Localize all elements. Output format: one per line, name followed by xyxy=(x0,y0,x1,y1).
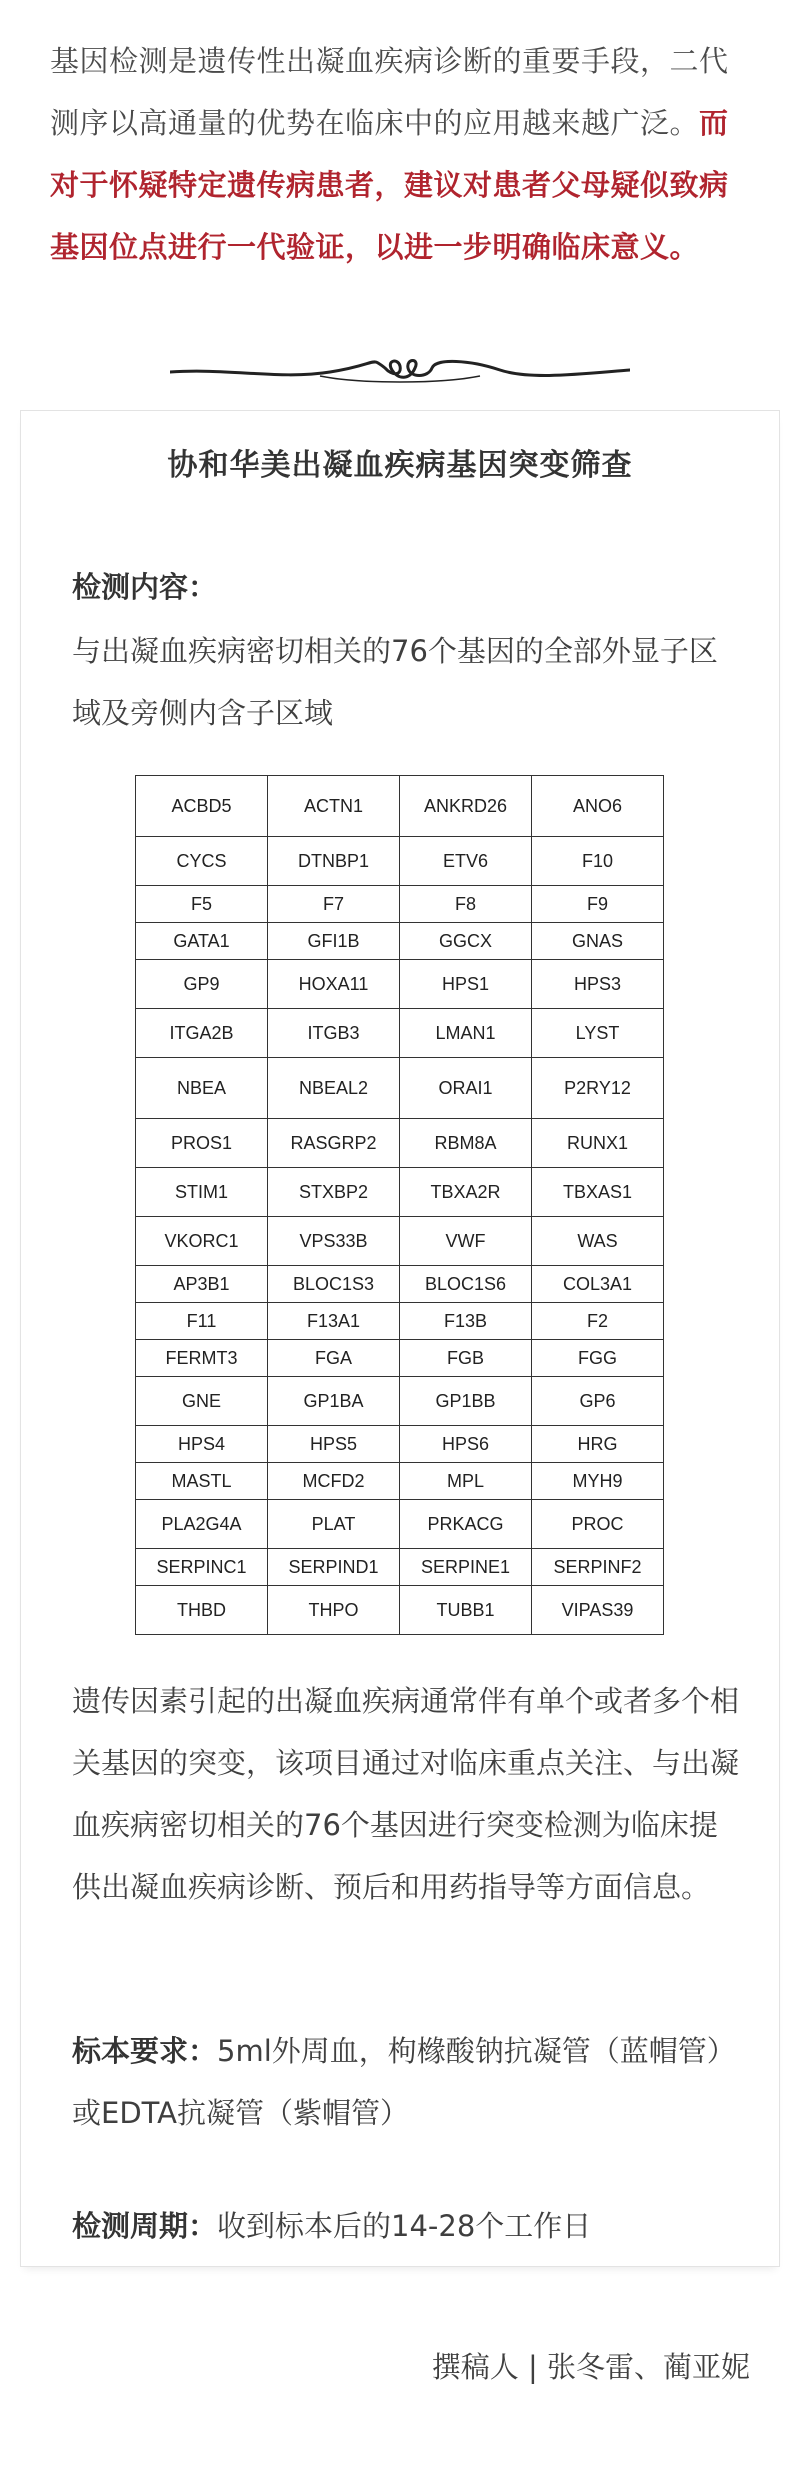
gene-cell: FGA xyxy=(268,1340,400,1377)
gene-cell: LYST xyxy=(532,1009,664,1058)
intro-paragraph xyxy=(50,30,755,278)
intro-emphasis-text: 而对于怀疑特定遗传病患者，建议对患者父母疑似致病基因位点进行一代验证，以进一步明确临床意义。 xyxy=(50,106,729,264)
gene-cell: VWF xyxy=(400,1217,532,1266)
gene-cell: COL3A1 xyxy=(532,1266,664,1303)
gene-cell: SERPINE1 xyxy=(400,1549,532,1586)
gene-cell: F2 xyxy=(532,1303,664,1340)
gene-cell: THBD xyxy=(136,1586,268,1635)
table-row xyxy=(136,776,664,837)
period-text: 收到标本后的14-28个工作日 xyxy=(217,2209,592,2243)
gene-cell: TUBB1 xyxy=(400,1586,532,1635)
gene-cell: GATA1 xyxy=(136,923,268,960)
gene-cell: NBEAL2 xyxy=(268,1058,400,1119)
gene-cell: STXBP2 xyxy=(268,1168,400,1217)
gene-cell: F8 xyxy=(400,886,532,923)
table-row xyxy=(136,1586,664,1635)
gene-cell: LMAN1 xyxy=(400,1009,532,1058)
gene-cell: MYH9 xyxy=(532,1463,664,1500)
table-row xyxy=(136,1303,664,1340)
gene-cell: TBXA2R xyxy=(400,1168,532,1217)
gene-cell: MPL xyxy=(400,1463,532,1500)
gene-table xyxy=(135,775,664,1635)
gene-cell: RASGRP2 xyxy=(268,1119,400,1168)
gene-cell: HPS4 xyxy=(136,1426,268,1463)
gene-cell: HPS3 xyxy=(532,960,664,1009)
sample-label: 标本要求： xyxy=(72,2034,218,2068)
gene-cell: DTNBP1 xyxy=(268,837,400,886)
gene-cell: FGB xyxy=(400,1340,532,1377)
gene-cell: GNAS xyxy=(532,923,664,960)
gene-cell: RBM8A xyxy=(400,1119,532,1168)
gene-cell: HPS6 xyxy=(400,1426,532,1463)
table-row xyxy=(136,837,664,886)
table-row xyxy=(136,1426,664,1463)
gene-cell: P2RY12 xyxy=(532,1058,664,1119)
gene-cell: GGCX xyxy=(400,923,532,960)
gene-cell: GNE xyxy=(136,1377,268,1426)
gene-cell: FGG xyxy=(532,1340,664,1377)
gene-cell: PROS1 xyxy=(136,1119,268,1168)
gene-cell: F13B xyxy=(400,1303,532,1340)
gene-cell: ITGB3 xyxy=(268,1009,400,1058)
gene-cell: PLAT xyxy=(268,1500,400,1549)
gene-cell: ACTN1 xyxy=(268,776,400,837)
intro-normal-text: 基因检测是遗传性出凝血疾病诊断的重要手段，二代测序以高通量的优势在临床中的应用越来越广泛。 xyxy=(50,44,729,140)
gene-cell: ANKRD26 xyxy=(400,776,532,837)
gene-cell: GP1BA xyxy=(268,1377,400,1426)
card-title: 协和华美出凝血疾病基因突变筛查 xyxy=(167,448,633,483)
gene-cell: VIPAS39 xyxy=(532,1586,664,1635)
table-row xyxy=(136,1340,664,1377)
gene-cell: PROC xyxy=(532,1500,664,1549)
sample-requirement xyxy=(72,2020,742,2144)
gene-cell: GFI1B xyxy=(268,923,400,960)
gene-cell: ORAI1 xyxy=(400,1058,532,1119)
table-row xyxy=(136,960,664,1009)
table-row xyxy=(136,1463,664,1500)
gene-cell: SERPINC1 xyxy=(136,1549,268,1586)
gene-cell: ITGA2B xyxy=(136,1009,268,1058)
gene-cell: F10 xyxy=(532,837,664,886)
gene-cell: CYCS xyxy=(136,837,268,886)
gene-cell: HOXA11 xyxy=(268,960,400,1009)
table-row xyxy=(136,1500,664,1549)
gene-cell: GP1BB xyxy=(400,1377,532,1426)
gene-cell: SERPINF2 xyxy=(532,1549,664,1586)
gene-cell: FERMT3 xyxy=(136,1340,268,1377)
detection-period xyxy=(72,2195,742,2257)
gene-cell: VKORC1 xyxy=(136,1217,268,1266)
gene-cell: F13A1 xyxy=(268,1303,400,1340)
gene-cell: ACBD5 xyxy=(136,776,268,837)
gene-cell: BLOC1S3 xyxy=(268,1266,400,1303)
gene-cell: RUNX1 xyxy=(532,1119,664,1168)
table-row xyxy=(136,1217,664,1266)
table-row xyxy=(136,1266,664,1303)
gene-cell: HPS1 xyxy=(400,960,532,1009)
table-row xyxy=(136,1119,664,1168)
sample-text: 5ml外周血，枸橼酸钠抗凝管（蓝帽管）或EDTA抗凝管（紫帽管） xyxy=(72,2034,736,2130)
gene-cell: HRG xyxy=(532,1426,664,1463)
table-row xyxy=(136,1377,664,1426)
period-label: 检测周期： xyxy=(72,2209,218,2243)
gene-cell: MASTL xyxy=(136,1463,268,1500)
gene-cell: SERPIND1 xyxy=(268,1549,400,1586)
table-row xyxy=(136,1009,664,1058)
divider-ornament-icon xyxy=(170,350,630,390)
description-text: 遗传因素引起的出凝血疾病通常伴有单个或者多个相关基因的突变，该项目通过对临床重点关注、与出凝血疾病密切相关的76个基因进行突变检测为临床提供出凝血疾病诊断、预后和用药指导等方面信息。 xyxy=(72,1684,740,1904)
gene-cell: MCFD2 xyxy=(268,1463,400,1500)
gene-cell: THPO xyxy=(268,1586,400,1635)
content-text: 与出凝血疾病密切相关的76个基因的全部外显子区域及旁侧内含子区域 xyxy=(72,634,718,730)
gene-cell: NBEA xyxy=(136,1058,268,1119)
gene-cell: ANO6 xyxy=(532,776,664,837)
gene-cell: TBXAS1 xyxy=(532,1168,664,1217)
content-label: 检测内容： xyxy=(72,570,218,604)
gene-cell: STIM1 xyxy=(136,1168,268,1217)
gene-cell: BLOC1S6 xyxy=(400,1266,532,1303)
gene-cell: PRKACG xyxy=(400,1500,532,1549)
table-row xyxy=(136,1549,664,1586)
gene-cell: HPS5 xyxy=(268,1426,400,1463)
table-row xyxy=(136,1168,664,1217)
table-row xyxy=(136,923,664,960)
gene-cell: F11 xyxy=(136,1303,268,1340)
gene-cell: WAS xyxy=(532,1217,664,1266)
author-credit: 撰稿人 | 张冬雷、蔺亚妮 xyxy=(431,2350,750,2384)
gene-cell: PLA2G4A xyxy=(136,1500,268,1549)
gene-cell: AP3B1 xyxy=(136,1266,268,1303)
gene-cell: F5 xyxy=(136,886,268,923)
gene-cell: F9 xyxy=(532,886,664,923)
gene-cell: F7 xyxy=(268,886,400,923)
gene-cell: GP9 xyxy=(136,960,268,1009)
table-row xyxy=(136,886,664,923)
gene-cell: VPS33B xyxy=(268,1217,400,1266)
table-row xyxy=(136,1058,664,1119)
gene-cell: ETV6 xyxy=(400,837,532,886)
gene-cell: GP6 xyxy=(532,1377,664,1426)
